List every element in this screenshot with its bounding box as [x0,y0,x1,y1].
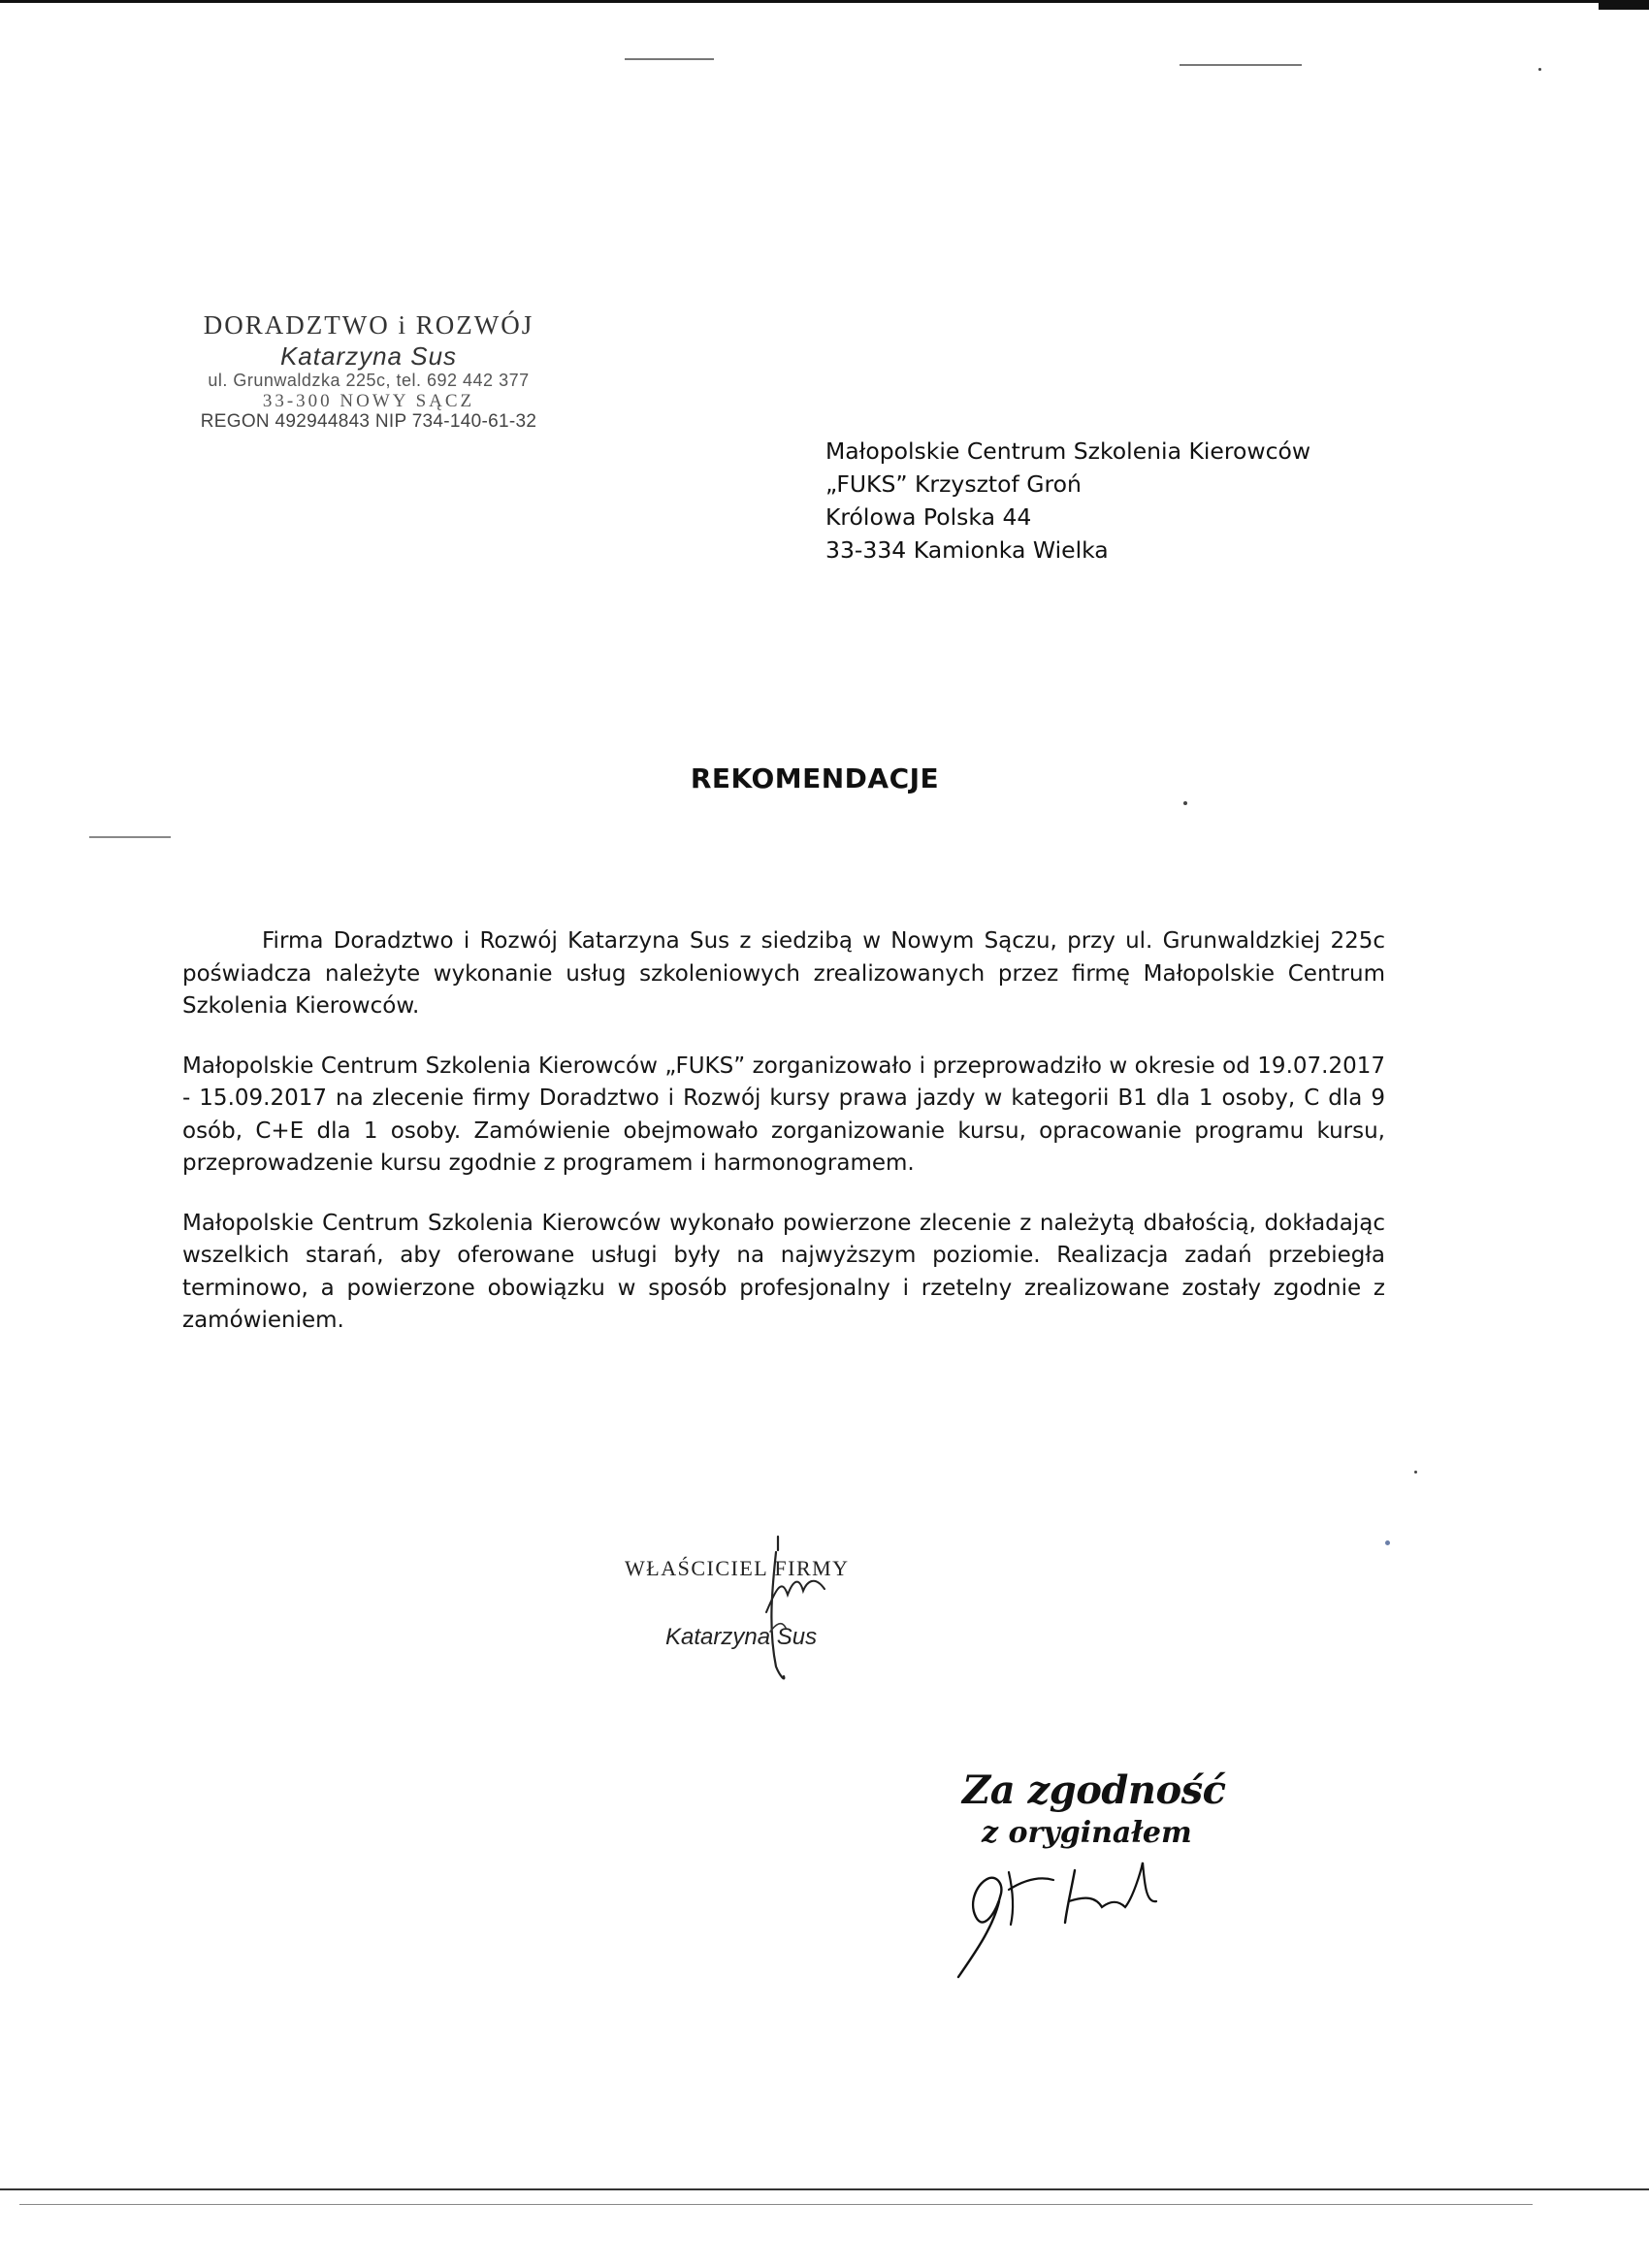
scan-edge-corner [1599,0,1649,10]
scan-mark-top-left [625,58,714,60]
scan-edge-bottom [0,2188,1649,2190]
scan-edge-top [0,0,1649,3]
body-paragraph: Małopolskie Centrum Szkolenia Kierowców „FUKS” zorganizowało i przeprowadziło w okresie od 19.07.2017 - 15.09.2017 na zlecenie firmy Doradztwo i Rozwój kursy prawa jazdy w kategorii B1 dla 1 osoby, C dla 9 osób, C+E dla 1 osoby. Zamówienie obejmowało zorganizowanie kursu, opracowanie programu kursu, przeprowadzenie kursu zgodnie z programem i harmonogramem. [182,1053,1385,1176]
stamp-city: 33-300 NOWY SĄCZ [262,391,475,411]
certification-title: Za zgodność [962,1767,1226,1813]
scan-speck [1183,801,1187,805]
stamp-owner-name: Katarzyna Sus [279,341,458,371]
letter-body [182,925,1385,1365]
sender-stamp [165,308,572,433]
scan-mark-left [89,836,171,838]
body-paragraph: Firma Doradztwo i Rozwój Katarzyna Sus z siedzibą w Nowym Sączu, przy ul. Grunwaldzkiej 225c poświadcza należyte wykonanie usług szkoleniowych zrealizowanych przez firmę Małopolskie Centrum Szkolenia Kierowców. [182,928,1385,1019]
scan-edge-bottom-inner [19,2204,1533,2205]
document-title: REKOMENDACJE [690,762,940,794]
signature-role: WŁAŚCICIEL FIRMY [625,1556,850,1580]
stamp-company-name: DORADZTWO i ROZWÓJ [203,310,534,340]
scan-speck [1385,1540,1390,1545]
scan-speck [1414,1471,1417,1474]
certification-signature [951,1843,1203,1979]
certification-subtitle: z oryginałem [982,1816,1192,1850]
handwritten-signature-mark [747,1531,854,1686]
recipient-address [825,435,1310,567]
stamp-address: ul. Grunwaldzka 225c, tel. 692 442 377 [208,371,530,390]
scan-mark-top-right [1180,64,1302,66]
signature-name: Katarzyna Sus [665,1624,818,1650]
body-paragraph: Małopolskie Centrum Szkolenia Kierowców wykonało powierzone zlecenie z należytą dbałością, dokładając wszelkich starań, aby oferowane usługi były na najwyższym poziomie. Realizacja zadań przebiegła terminowo, a powierzone obowiązku w sposób profesjonalny i rzetelny zrealizowane zostały zgodnie z zamówieniem. [182,1210,1385,1333]
scan-speck [1538,68,1541,71]
recipient-line: Małopolskie Centrum Szkolenia Kierowców [825,437,1311,465]
recipient-line: 33-334 Kamionka Wielka [825,536,1109,564]
recipient-line: „FUKS” Krzysztof Groń [825,470,1082,498]
recipient-line: Królowa Polska 44 [825,503,1032,531]
stamp-registration-ids: REGON 492944843 NIP 734-140-61-32 [200,411,537,432]
